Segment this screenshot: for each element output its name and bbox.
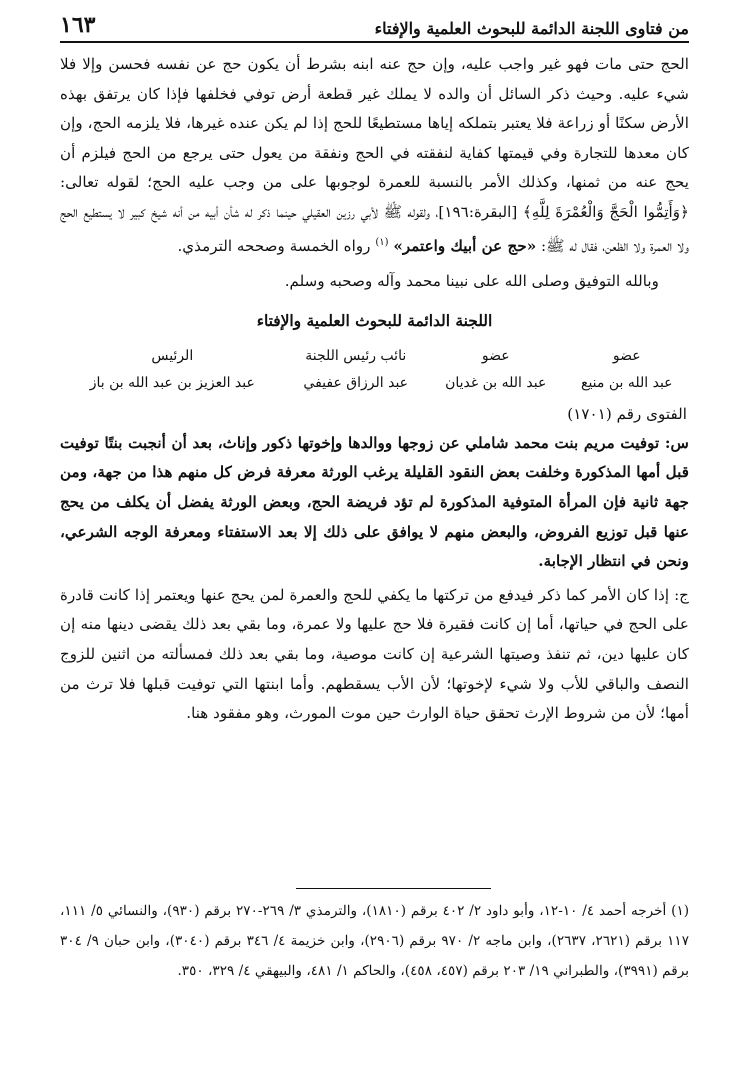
footnote: (١) أخرجه أحمد ٤/ ١٠-١٢، وأبو داود ٢/ ٤٠٢ برقم (١٨١٠)، والترمذي ٣/ ٢٦٩-٢٧٠ برقم (٩٣٠)، والنسائي ٥/ ١١١، ١١٧ برقم (٢٦٢١، ٢٦٣٧)، وابن ماجه ٢/ ٩٧٠ برقم (٢٩٠٦)، وابن خزيمة ٤/ ٣٤٦ برقم (٣٠٤٠)، وابن حبان ٩/ ٣٠٤ برقم (٣٩٩١)، والطبراني ١٩/ ٢٠٣ برقم (٤٥٧، ٤٥٨)، والحاكم ١/ ٤٨١، والبيهقي ٤/ ٣٢٩، ٣٥٠. xyxy=(60,903,690,979)
signatory-name: عبد الله بن منيع xyxy=(581,374,673,391)
paragraph-previous-answer xyxy=(60,50,689,261)
paragraph-text: الحج حتى مات فهو غير واجب عليه، وإن حج عنه ابنه بشرط أن يكون حج عن نفسه فحسن وإلا فلا شيء عليه. وحيث ذكر السائل أن والده لا يملك غير قطعة أرض توفي فخلفها فإذا كان يرتفق بهذه الأرض سكنًا أو زراعة فلا يعتبر بتملكه إياها مستطيعًا للحج إذا لم يكن عنده غيرها، فلا يلزمه الحج، وإن كان معدها للتجارة وفي قيمتها كفاية لنفقته في الحج ونفقة من يعول حتى يرجع من الحج فيلزم أن يحج عنه من ثمنها، وكذلك الأمر بالنسبة للعمرة لوجوبها على من وجب عليه الحج؛ لقوله تعالى: ﴿وَأَتِمُّوا الْحَجَّ وَالْعُمْرَةَ لِلَّهِ﴾ [البقرة:١٩٦]، ولقوله ﷺ لأبي رزين العقيلي حينما ذكر له شأن أبيه من أنه شيخ كبير لا يستطيع الحج ولا العمرة ولا الظعن، فقال له ﷺ: xyxy=(60,55,689,255)
signatory-name: عبد الرزاق عفيفي xyxy=(303,374,409,391)
signatory-name: عبد العزيز بن عبد الله بن باز xyxy=(89,374,255,391)
hadith-quote: «حج عن أبيك واعتمر» xyxy=(393,236,537,255)
signatory-roles-row xyxy=(60,345,689,372)
page-content xyxy=(60,50,689,729)
committee-title: اللجنة الدائمة للبحوث العلمية والإفتاء xyxy=(256,311,493,330)
signatory-names-row xyxy=(60,372,689,399)
signatory-role: عضو xyxy=(612,347,641,364)
page-header xyxy=(60,8,689,43)
page-number: ١٦٣ xyxy=(60,12,96,38)
paragraph-end: رواه الخمسة وصححه الترمذي. xyxy=(177,236,371,255)
signatories-table xyxy=(60,345,689,399)
question-paragraph: س: توفيت مريم بنت محمد شاملي عن زوجها ووالدها وإخوتها ذكور وإناث، بعد أن أنجبت بنتًا توفيت قبل أمها المذكورة وخلفت بعض النقود القليلة يرغب الورثة معرفة فرض كل منهم هذا من جهة، ومن جهة ثانية فإن المرأة المتوفية المذكورة لم تؤد فريضة الحج، وبعض الورثة يفضل أن يكلف من يحج عنها قبل توزيع الفروض، والبعض منهم لا يوافق على ذلك إلا بعد الاستفتاء ومعرفة الوجه الشرعي، ونحن في انتظار الإجابة. xyxy=(60,433,689,571)
closing-line: وبالله التوفيق وصلى الله على نبينا محمد وآله وصحبه وسلم. xyxy=(284,272,659,291)
footnote-reference: (١) xyxy=(375,236,389,248)
signatory-role: نائب رئيس اللجنة xyxy=(305,347,407,364)
signatory-name: عبد الله بن غديان xyxy=(445,374,547,391)
fatwa-number: الفتوى رقم (١٧٠١) xyxy=(567,404,687,423)
footnote-separator xyxy=(296,888,491,889)
answer-paragraph: ج: إذا كان الأمر كما ذكر فيدفع من تركتها ما يكفي للحج والعمرة لمن يحج عنها ويعتمر إذا كانت قادرة على الحج في حياتها، أما إن كانت فقيرة فلا حج عليها ولا عمرة، وما بقي بعد ذلك يقضى دينها منه إن كان عليها دين، ثم تنفذ وصيتها الشرعية إن كانت موصية، وما بقي بعد ذلك فمسألته من اثنين للزوج النصف والباقي للأب ولا شيء لإخوتها؛ لأن الأب يسقطهم. وأما ابنتها التي توفيت قبلها فلا ترث من أمها؛ لأن من شروط الإرث تحقق حياة الوارث حين موت المورث، وهو مفقود هنا. xyxy=(60,585,689,723)
signatory-role: عضو xyxy=(481,347,510,364)
running-title: من فتاوى اللجنة الدائمة للبحوث العلمية والإفتاء xyxy=(374,19,689,38)
signatory-role: الرئيس xyxy=(151,347,194,364)
